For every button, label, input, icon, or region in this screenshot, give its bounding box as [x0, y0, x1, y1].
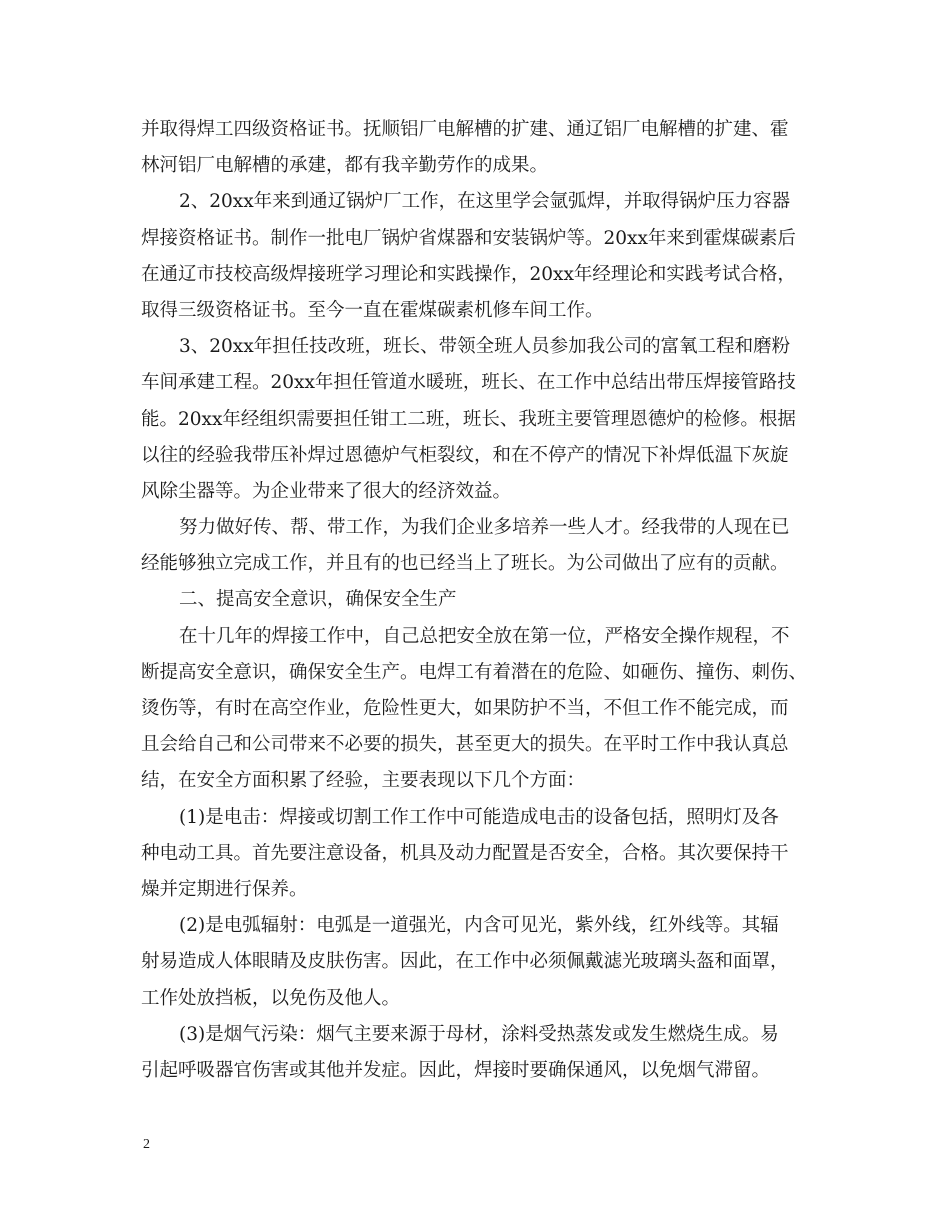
text-line: 经能够独立完成工作，并且有的也已经当上了班长。为公司做出了应有的贡献。 — [141, 553, 789, 575]
text-line: (2)是电弧辐射：电弧是一道强光，内含可见光，紫外线，红外线等。其辐 — [179, 915, 779, 937]
text-line: 且会给自己和公司带来不必要的损失，甚至更大的损失。在平时工作中我认真总 — [141, 734, 789, 756]
text-line: 车间承建工程。20xx年担任管道水暖班，班长、在工作中总结出带压焊接管路技 — [141, 372, 796, 394]
text-line: 取得三级资格证书。至今一直在霍煤碳素机修车间工作。 — [141, 299, 604, 321]
text-line: 引起呼吸器官伤害或其他并发症。因此，焊接时要确保通风，以免烟气滞留。 — [141, 1059, 771, 1081]
text-line: 燥并定期进行保养。 — [141, 878, 308, 900]
text-line: 3、20xx年担任技改班，班长、带领全班人员参加我公司的富氧工程和磨粉 — [179, 336, 791, 358]
page-number: 2 — [143, 1137, 150, 1152]
document-body — [141, 112, 813, 1089]
text-line: 射易造成人体眼睛及皮肤伤害。因此，在工作中必须佩戴滤光玻璃头盔和面罩， — [141, 951, 789, 973]
text-line: 能。20xx年经组织需要担任钳工二班，班长、我班主要管理恩德炉的检修。根据 — [141, 408, 796, 430]
text-line: 断提高安全意识，确保安全生产。电焊工有着潜在的危险、如砸伤、撞伤、刺伤、 — [141, 661, 808, 683]
text-line: 工作处放挡板，以免伤及他人。 — [141, 987, 401, 1009]
text-line: 以往的经验我带压补焊过恩德炉气柜裂纹，和在不停产的情况下补焊低温下灰旋 — [141, 444, 789, 466]
text-line: 风除尘器等。为企业带来了很大的经济效益。 — [141, 480, 512, 502]
text-line: 努力做好传、帮、带工作，为我们企业多培养一些人才。经我带的人现在已 — [179, 517, 790, 539]
text-line: 林河铝厂电解槽的承建，都有我辛勤劳作的成果。 — [141, 155, 549, 177]
text-line: 种电动工具。首先要注意设备，机具及动力配置是否安全，合格。其次要保持干 — [141, 842, 789, 864]
text-line: 结，在安全方面积累了经验，主要表现以下几个方面： — [141, 770, 586, 792]
text-line: 在通辽市技校高级焊接班学习理论和实践操作，20xx年经理论和实践考试合格， — [141, 263, 796, 285]
text-line: 焊接资格证书。制作一批电厂锅炉省煤器和安装锅炉等。20xx年来到霍煤碳素后 — [141, 227, 796, 249]
text-line: 烫伤等，有时在高空作业，危险性更大，如果防护不当，不但工作不能完成，而 — [141, 698, 789, 719]
text-line: 并取得焊工四级资格证书。抚顺铝厂电解槽的扩建、通辽铝厂电解槽的扩建、霍 — [141, 119, 789, 140]
text-line: 在十几年的焊接工作中，自己总把安全放在第一位，严格安全操作规程，不 — [179, 625, 790, 647]
text-line: 2、20xx年来到通辽锅炉厂工作，在这里学会氩弧焊，并取得锅炉压力容器 — [179, 191, 791, 213]
text-line: 二、提高安全意识，确保安全生产 — [179, 589, 457, 611]
text-line: (1)是电击：焊接或切割工作工作中可能造成电击的设备包括，照明灯及各 — [179, 806, 779, 828]
text-line: (3)是烟气污染：烟气主要来源于母材，涂料受热蒸发或发生燃烧生成。易 — [179, 1023, 779, 1045]
